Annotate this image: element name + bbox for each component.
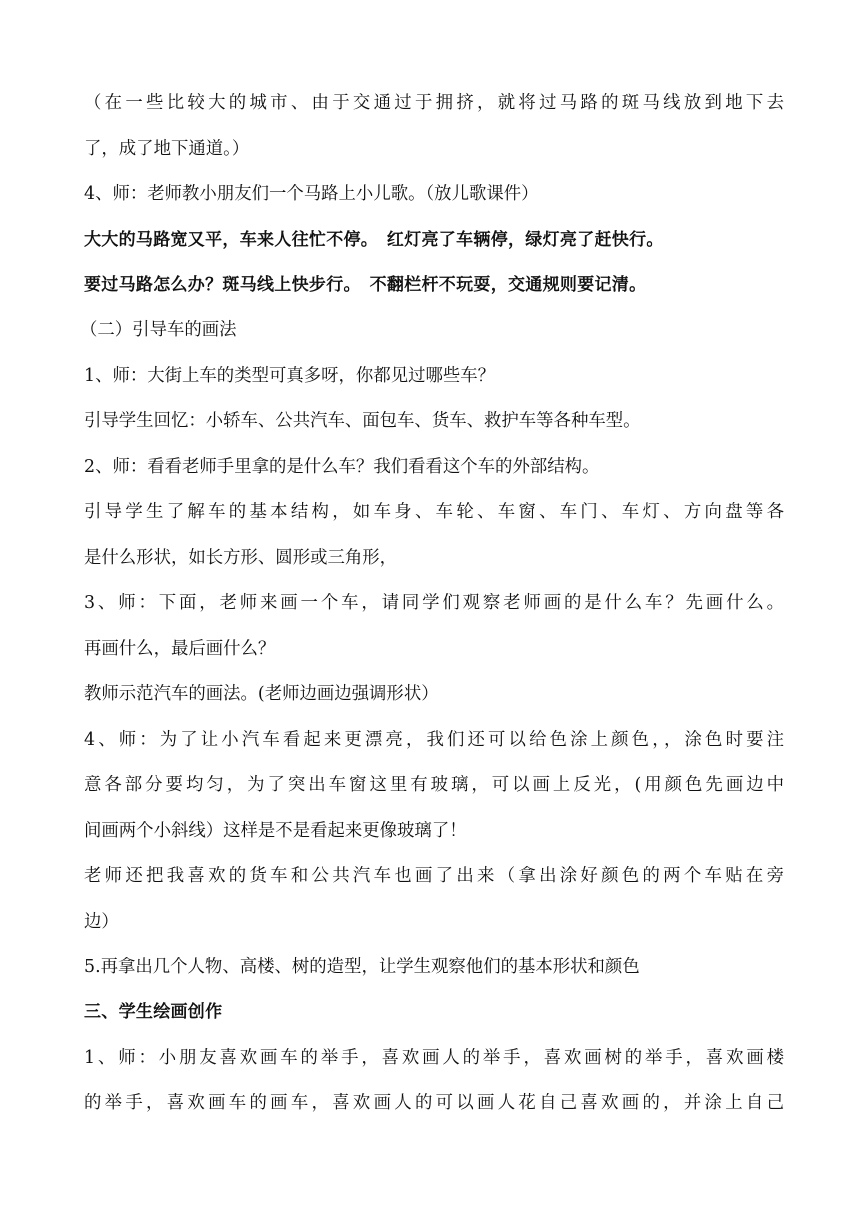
paragraph-line: 边） xyxy=(84,912,119,932)
paragraph-line: 引导学生了解车的基本结构，如车身、车轮、车窗、车门、车灯、方向盘等各 xyxy=(84,502,784,522)
paragraph-line: 2、师：看看老师手里拿的是什么车？我们看看这个车的外部结构。 xyxy=(84,457,600,477)
paragraph-line: 老师还把我喜欢的货车和公共汽车也画了出来（拿出涂好颜色的两个车贴在旁 xyxy=(84,866,784,886)
paragraph-line: 3、师：下面，老师来画一个车，请同学们观察老师画的是什么车？先画什么。 xyxy=(84,593,784,613)
paragraph-line: 的举手，喜欢画车的画车，喜欢画人的可以画人花自己喜欢画的，并涂上自己 xyxy=(84,1093,784,1113)
paragraph-line: 再画什么，最后画什么？ xyxy=(84,639,276,659)
paragraph-line: 1、师：大街上车的类型可真多呀，你都见过哪些车？ xyxy=(84,366,496,386)
paragraph-line: 间画两个小斜线）这样是不是看起来更像玻璃了！ xyxy=(84,821,467,841)
song-line-bold: 大大的马路宽又平，车来人往忙不停。 红灯亮了车辆停，绿灯亮了赶快行。 xyxy=(84,230,664,250)
paragraph-line: 1、师：小朋友喜欢画车的举手，喜欢画人的举手，喜欢画树的举手，喜欢画楼 xyxy=(84,1048,784,1068)
paragraph-line: 引导学生回忆：小轿车、公共汽车、面包车、货车、救护车等各种车型。 xyxy=(84,411,641,431)
paragraph-line: 是什么形状，如长方形、圆形或三角形， xyxy=(84,548,398,568)
paragraph-line: 4、师：为了让小汽车看起来更漂亮，我们还可以给色涂上颜色，，涂色时要注 xyxy=(84,730,784,750)
paragraph-line: 4、师：老师教小朋友们一个马路上小儿歌。（放儿歌课件） xyxy=(84,184,539,204)
paragraph-line: （在一些比较大的城市、由于交通过于拥挤，就将过马路的斑马线放到地下去 xyxy=(84,93,784,113)
section-subheading: （二）引导车的画法 xyxy=(80,320,237,340)
song-line-bold: 要过马路怎么办？斑马线上快步行。 不翻栏杆不玩耍，交通规则要记清。 xyxy=(84,275,647,295)
section-heading: 三、学生绘画创作 xyxy=(84,1002,223,1022)
paragraph-line: 意各部分要均匀，为了突出车窗这里有玻璃，可以画上反光，(用颜色先画边中 xyxy=(84,775,784,795)
paragraph-line: 教师示范汽车的画法。(老师边画边强调形状） xyxy=(84,684,439,704)
paragraph-line: 了，成了地下通道。） xyxy=(84,139,250,159)
paragraph-line: 5.再拿出几个人物、高楼、树的造型，让学生观察他们的基本形状和颜色 xyxy=(84,957,640,977)
